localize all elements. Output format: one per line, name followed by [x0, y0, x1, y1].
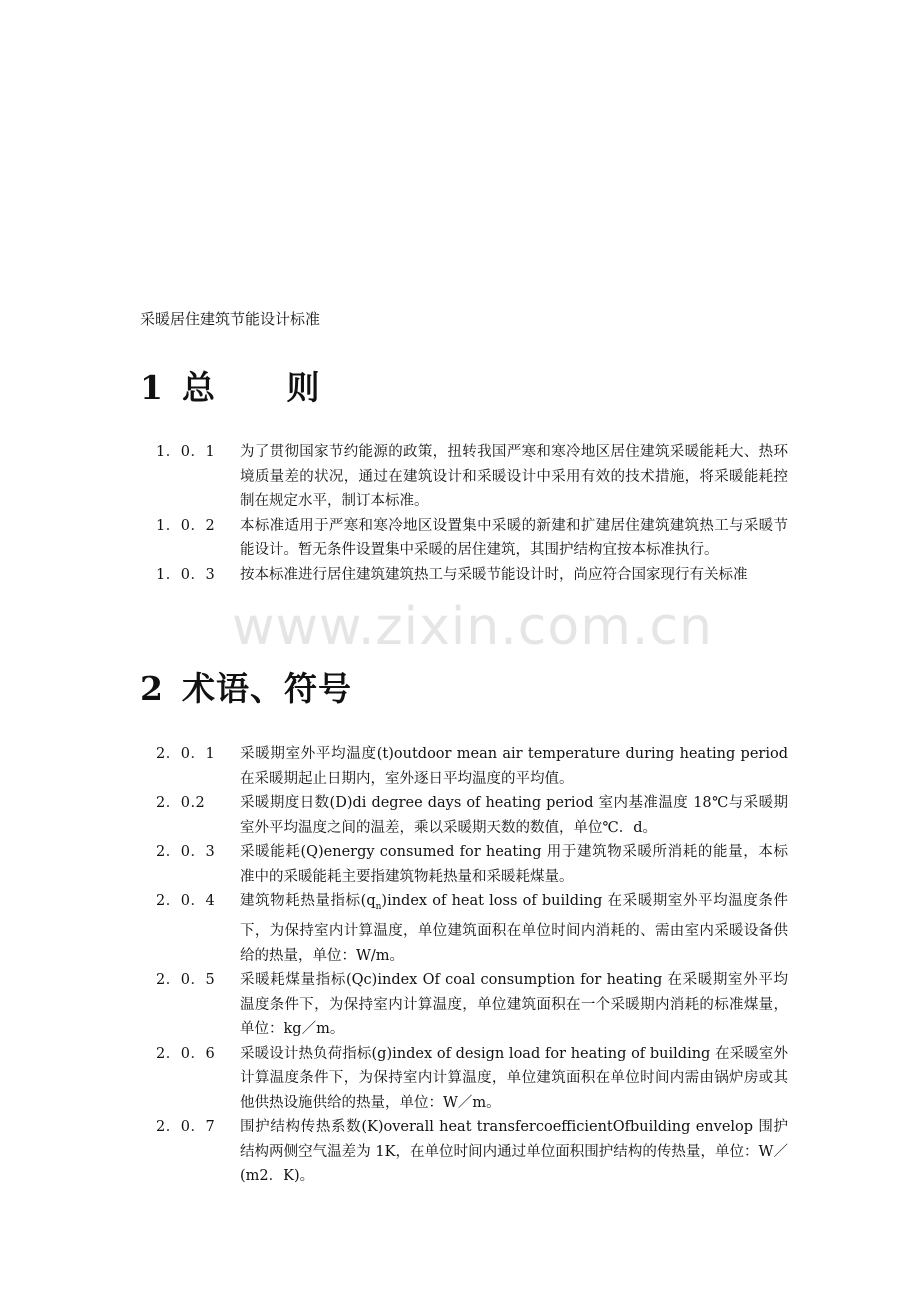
clause-text: 本标准适用于严寒和寒冷地区设置集中采暖的新建和扩建居住建筑建筑热工与采暖节能设计。暂无条件设置集中采暖的居住建筑，其围护结构宜按本标准执行。	[240, 517, 788, 558]
clause-text-part: 建筑物耗热量指标(q	[240, 893, 376, 909]
clause-number: 2．0.2	[156, 795, 206, 811]
clause	[156, 968, 788, 1042]
clause	[156, 440, 788, 514]
clause-text	[240, 889, 788, 968]
clause-text-part: )index of heat loss of building 在采暖期室外平均温度条件下，为保持室内计算温度，单位建筑面积在单位时间内消耗的、需由室内采暖设备供给的热量，单位：W/m。	[240, 893, 788, 964]
clause	[156, 563, 788, 588]
clause-number: 2．0．4	[156, 893, 216, 909]
subscript: n	[375, 901, 382, 912]
clause-text: 围护结构传热系数(K)overall heat transfercoefficientOfbuilding envelop 围护结构两侧空气温差为 1K，在单位时间内通过单位面积围护结构的传热量，单位：W／(m2．K)。	[240, 1119, 788, 1185]
chapter-1-heading	[140, 362, 349, 409]
clause	[156, 1042, 788, 1116]
clause	[156, 1115, 788, 1189]
clause-text: 为了贯彻国家节约能源的政策，扭转我国严寒和寒冷地区居住建筑采暖能耗大、热环境质量差的状况，通过在建筑设计和采暖设计中采用有效的技术措施，将采暖能耗控制在规定水平，制订本标准。	[240, 444, 788, 509]
chapter-1-number: 1	[140, 368, 164, 407]
clause-text: 采暖期室外平均温度(t)outdoor mean air temperature during heating period 在采暖期起止日期内，室外逐日平均温度的平均值。	[240, 746, 788, 787]
chapter-1-title: 总 则	[181, 368, 350, 407]
chapter-2-clauses	[156, 742, 788, 1189]
clause-number: 2．0．3	[156, 844, 216, 860]
clause-text: 采暖设计热负荷指标(g)index of design load for heating of building 在采暖室外计算温度条件下，为保持室内计算温度，单位建筑面积在单位时间内需由锅炉房或其他供热设施供给的热量，单位：W／m。	[240, 1045, 788, 1111]
clause	[156, 791, 788, 840]
clause-number: 2．0．5	[156, 972, 216, 989]
watermark: www.zixin.com.cn	[232, 597, 713, 657]
clause	[156, 742, 788, 791]
clause-number: 1．0．2	[156, 517, 216, 534]
document-title: 采暖居住建筑节能设计标准	[140, 310, 321, 328]
chapter-2-heading	[140, 663, 352, 710]
clause	[156, 889, 788, 968]
chapter-2-number: 2	[140, 669, 164, 708]
chapter-1-clauses	[156, 440, 788, 587]
clause	[156, 840, 788, 889]
clause-text: 采暖能耗(Q)energy consumed for heating 用于建筑物采暖所消耗的能量，本标准中的采暖能耗主要指建筑物耗热量和采暖耗煤量。	[240, 844, 788, 885]
clause-number: 1．0．1	[156, 444, 216, 460]
clause-number: 2．0．6	[156, 1045, 216, 1062]
clause-number: 1．0．3	[156, 566, 216, 583]
clause-number: 2．0．7	[156, 1119, 216, 1136]
clause-text: 采暖期度日数(D)di degree days of heating period 室内基准温度 18℃与采暖期室外平均温度之间的温差，乘以采暖期天数的数值，单位℃．d。	[240, 795, 788, 836]
chapter-2-title: 术语、符号	[181, 669, 352, 708]
clause-text: 按本标准进行居住建筑建筑热工与采暖节能设计时，尚应符合国家现行有关标准	[240, 566, 748, 583]
clause-number: 2．0．1	[156, 746, 216, 762]
clause-text: 采暖耗煤量指标(Qc)index Of coal consumption for heating 在采暖期室外平均温度条件下，为保持室内计算温度，单位建筑面积在一个采暖期内消耗的标准煤量，单位：kg／m。	[240, 972, 788, 1038]
clause	[156, 514, 788, 563]
